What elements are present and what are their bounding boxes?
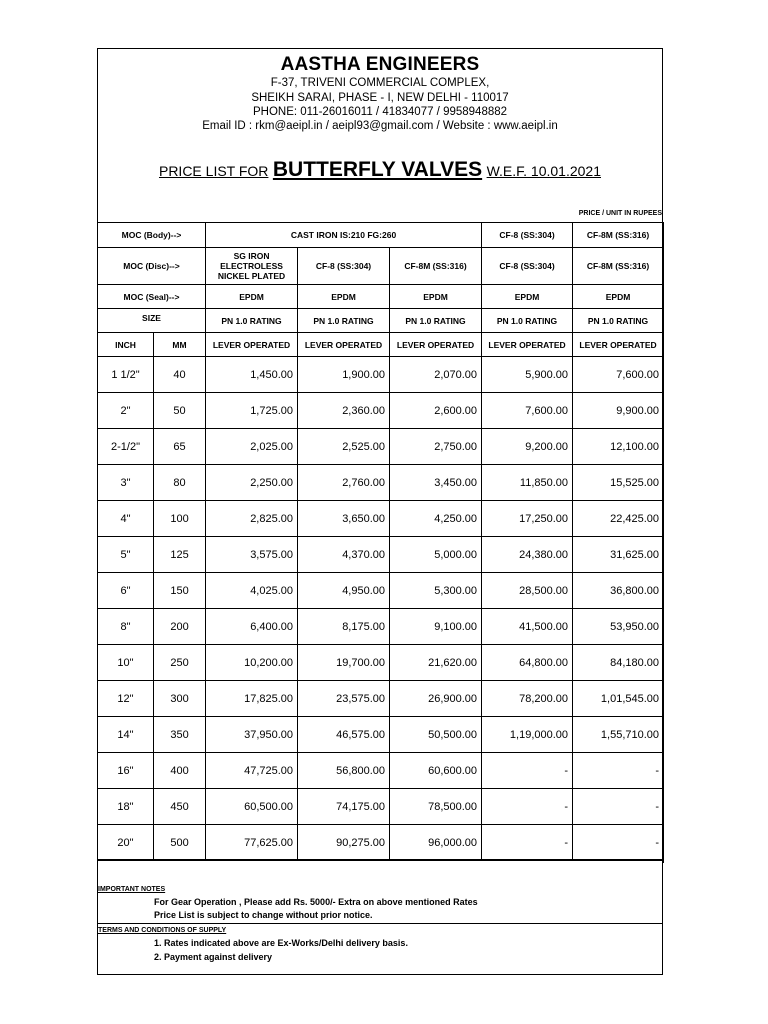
operation-col4: LEVER OPERATED <box>482 333 573 357</box>
price-cell: 9,200.00 <box>482 429 573 465</box>
price-cell: 2,600.00 <box>390 393 482 429</box>
price-cell: - <box>573 825 664 861</box>
price-cell: 84,180.00 <box>573 645 664 681</box>
price-cell: 1,55,710.00 <box>573 717 664 753</box>
moc-body-label: MOC (Body)--> <box>98 223 206 248</box>
price-cell: 1,450.00 <box>206 357 298 393</box>
table-row <box>98 429 664 465</box>
price-cell: 17,825.00 <box>206 681 298 717</box>
notes-section <box>97 859 663 975</box>
price-cell: 4,250.00 <box>390 501 482 537</box>
moc-seal-col5: EPDM <box>573 285 664 309</box>
price-cell: 10,200.00 <box>206 645 298 681</box>
rating-col4: PN 1.0 RATING <box>482 309 573 333</box>
size-inch-cell: 4" <box>98 501 154 537</box>
price-cell: 4,025.00 <box>206 573 298 609</box>
price-cell: 2,760.00 <box>298 465 390 501</box>
moc-seal-row <box>98 285 664 309</box>
table-row <box>98 609 664 645</box>
size-inch-cell: 3" <box>98 465 154 501</box>
price-cell: 22,425.00 <box>573 501 664 537</box>
price-cell: 8,175.00 <box>298 609 390 645</box>
moc-disc-col5: CF-8M (SS:316) <box>573 248 664 285</box>
price-cell: 9,900.00 <box>573 393 664 429</box>
price-cell: 26,900.00 <box>390 681 482 717</box>
table-row <box>98 357 664 393</box>
moc-seal-col4: EPDM <box>482 285 573 309</box>
rating-col3: PN 1.0 RATING <box>390 309 482 333</box>
moc-body-cf8: CF-8 (SS:304) <box>482 223 573 248</box>
moc-seal-col3: EPDM <box>390 285 482 309</box>
moc-seal-label: MOC (Seal)--> <box>98 285 206 309</box>
price-cell: 6,400.00 <box>206 609 298 645</box>
price-cell: 1,01,545.00 <box>573 681 664 717</box>
size-mm-cell: 150 <box>154 573 206 609</box>
price-cell: 5,300.00 <box>390 573 482 609</box>
price-cell: 12,100.00 <box>573 429 664 465</box>
size-inch-cell: 20" <box>98 825 154 861</box>
price-cell: 31,625.00 <box>573 537 664 573</box>
table-row <box>98 465 664 501</box>
price-cell: 64,800.00 <box>482 645 573 681</box>
address-line-1: F-37, TRIVENI COMMERCIAL COMPLEX, <box>270 77 490 89</box>
size-inch-cell: 6" <box>98 573 154 609</box>
notes-divider <box>97 923 663 924</box>
price-cell: 1,725.00 <box>206 393 298 429</box>
title-prefix: PRICE LIST FOR <box>158 163 269 179</box>
price-cell: 41,500.00 <box>482 609 573 645</box>
price-cell: 3,650.00 <box>298 501 390 537</box>
price-cell: 2,525.00 <box>298 429 390 465</box>
operation-row <box>98 333 664 357</box>
price-cell: 37,950.00 <box>206 717 298 753</box>
size-mm-cell: 100 <box>154 501 206 537</box>
title-effective-date: W.E.F. 10.01.2021 <box>486 163 601 179</box>
price-cell: 77,625.00 <box>206 825 298 861</box>
table-row <box>98 537 664 573</box>
price-cell: - <box>482 789 573 825</box>
size-inch-cell: 2" <box>98 393 154 429</box>
price-cell: 1,900.00 <box>298 357 390 393</box>
important-note-2: Price List is subject to change without prior notice. <box>154 910 373 920</box>
operation-col2: LEVER OPERATED <box>298 333 390 357</box>
price-cell: 74,175.00 <box>298 789 390 825</box>
price-list-title <box>97 158 663 182</box>
operation-col1: LEVER OPERATED <box>206 333 298 357</box>
price-cell: 3,575.00 <box>206 537 298 573</box>
size-mm-cell: 300 <box>154 681 206 717</box>
price-cell: 2,360.00 <box>298 393 390 429</box>
price-cell: 96,000.00 <box>390 825 482 861</box>
table-row <box>98 753 664 789</box>
price-cell: 11,850.00 <box>482 465 573 501</box>
price-cell: 36,800.00 <box>573 573 664 609</box>
rating-col2: PN 1.0 RATING <box>298 309 390 333</box>
size-mm-cell: 65 <box>154 429 206 465</box>
price-cell: 21,620.00 <box>390 645 482 681</box>
price-cell: 50,500.00 <box>390 717 482 753</box>
price-cell: - <box>573 753 664 789</box>
size-inch-cell: 1 1/2" <box>98 357 154 393</box>
price-cell: 2,825.00 <box>206 501 298 537</box>
size-mm-cell: 200 <box>154 609 206 645</box>
size-mm-cell: 350 <box>154 717 206 753</box>
price-cell: 9,100.00 <box>390 609 482 645</box>
size-inch-cell: 14" <box>98 717 154 753</box>
price-cell: 19,700.00 <box>298 645 390 681</box>
operation-col5: LEVER OPERATED <box>573 333 664 357</box>
price-cell: - <box>482 825 573 861</box>
size-mm-cell: 125 <box>154 537 206 573</box>
price-cell: 56,800.00 <box>298 753 390 789</box>
price-cell: 4,950.00 <box>298 573 390 609</box>
price-cell: 47,725.00 <box>206 753 298 789</box>
price-cell: 24,380.00 <box>482 537 573 573</box>
rating-col1: PN 1.0 RATING <box>206 309 298 333</box>
table-row <box>98 393 664 429</box>
size-mm-cell: 80 <box>154 465 206 501</box>
size-mm-cell: 500 <box>154 825 206 861</box>
size-mm-cell: 450 <box>154 789 206 825</box>
table-row <box>98 717 664 753</box>
size-inch-cell: 12" <box>98 681 154 717</box>
price-cell: 17,250.00 <box>482 501 573 537</box>
table-row <box>98 645 664 681</box>
operation-col3: LEVER OPERATED <box>390 333 482 357</box>
price-cell: 53,950.00 <box>573 609 664 645</box>
moc-body-cast-iron: CAST IRON IS:210 FG:260 <box>206 223 482 248</box>
size-inch-cell: 8" <box>98 609 154 645</box>
price-cell: 15,525.00 <box>573 465 664 501</box>
price-unit-note: PRICE / UNIT IN RUPEES <box>578 210 662 217</box>
inch-header: INCH <box>98 333 154 357</box>
price-cell: 4,370.00 <box>298 537 390 573</box>
price-cell: 60,500.00 <box>206 789 298 825</box>
price-cell: 60,600.00 <box>390 753 482 789</box>
price-cell: 5,000.00 <box>390 537 482 573</box>
size-inch-cell: 16" <box>98 753 154 789</box>
title-product: BUTTERFLY VALVES <box>272 158 483 181</box>
table-row <box>98 573 664 609</box>
price-table <box>97 222 664 863</box>
moc-body-row <box>98 223 664 248</box>
moc-disc-col1: SG IRON ELECTROLESS NICKEL PLATED <box>206 248 298 285</box>
size-mm-cell: 50 <box>154 393 206 429</box>
size-inch-cell: 5" <box>98 537 154 573</box>
price-cell: 7,600.00 <box>573 357 664 393</box>
moc-body-cf8m: CF-8M (SS:316) <box>573 223 664 248</box>
size-mm-cell: 400 <box>154 753 206 789</box>
email-website-line: Email ID : rkm@aeipl.in / aeipl93@gmail.com / Website : www.aeipl.in <box>202 120 558 132</box>
moc-disc-col2: CF-8 (SS:304) <box>298 248 390 285</box>
size-rating-row <box>98 309 664 333</box>
price-cell: - <box>482 753 573 789</box>
size-label: SIZE <box>98 309 206 333</box>
terms-heading: TERMS AND CONDITIONS OF SUPPLY <box>98 927 227 934</box>
price-cell: 1,19,000.00 <box>482 717 573 753</box>
price-cell: 78,500.00 <box>390 789 482 825</box>
price-cell: - <box>573 789 664 825</box>
moc-disc-row <box>98 248 664 285</box>
table-row <box>98 501 664 537</box>
price-cell: 28,500.00 <box>482 573 573 609</box>
price-cell: 46,575.00 <box>298 717 390 753</box>
important-notes-heading: IMPORTANT NOTES <box>98 886 166 893</box>
price-cell: 78,200.00 <box>482 681 573 717</box>
size-inch-cell: 10" <box>98 645 154 681</box>
table-row <box>98 681 664 717</box>
price-cell: 23,575.00 <box>298 681 390 717</box>
moc-disc-col4: CF-8 (SS:304) <box>482 248 573 285</box>
terms-line-2: 2. Payment against delivery <box>154 952 273 962</box>
company-name: AASTHA ENGINEERS <box>280 54 480 75</box>
address-line-2: SHEIKH SARAI, PHASE - I, NEW DELHI - 110017 <box>251 92 509 104</box>
size-mm-cell: 250 <box>154 645 206 681</box>
moc-disc-label: MOC (Disc)--> <box>98 248 206 285</box>
price-cell: 2,025.00 <box>206 429 298 465</box>
price-cell: 2,750.00 <box>390 429 482 465</box>
moc-disc-col3: CF-8M (SS:316) <box>390 248 482 285</box>
phone-line: PHONE: 011-26016011 / 41834077 / 9958948882 <box>252 106 508 118</box>
moc-seal-col1: EPDM <box>206 285 298 309</box>
table-row <box>98 825 664 861</box>
moc-seal-col2: EPDM <box>298 285 390 309</box>
price-cell: 2,070.00 <box>390 357 482 393</box>
price-cell: 90,275.00 <box>298 825 390 861</box>
mm-header: MM <box>154 333 206 357</box>
important-note-1: For Gear Operation , Please add Rs. 5000/- Extra on above mentioned Rates <box>154 897 478 907</box>
size-inch-cell: 2-1/2" <box>98 429 154 465</box>
size-inch-cell: 18" <box>98 789 154 825</box>
price-cell: 2,250.00 <box>206 465 298 501</box>
rating-col5: PN 1.0 RATING <box>573 309 664 333</box>
table-row <box>98 789 664 825</box>
price-cell: 7,600.00 <box>482 393 573 429</box>
terms-line-1: 1. Rates indicated above are Ex-Works/Delhi delivery basis. <box>154 938 408 948</box>
price-cell: 5,900.00 <box>482 357 573 393</box>
size-mm-cell: 40 <box>154 357 206 393</box>
price-cell: 3,450.00 <box>390 465 482 501</box>
